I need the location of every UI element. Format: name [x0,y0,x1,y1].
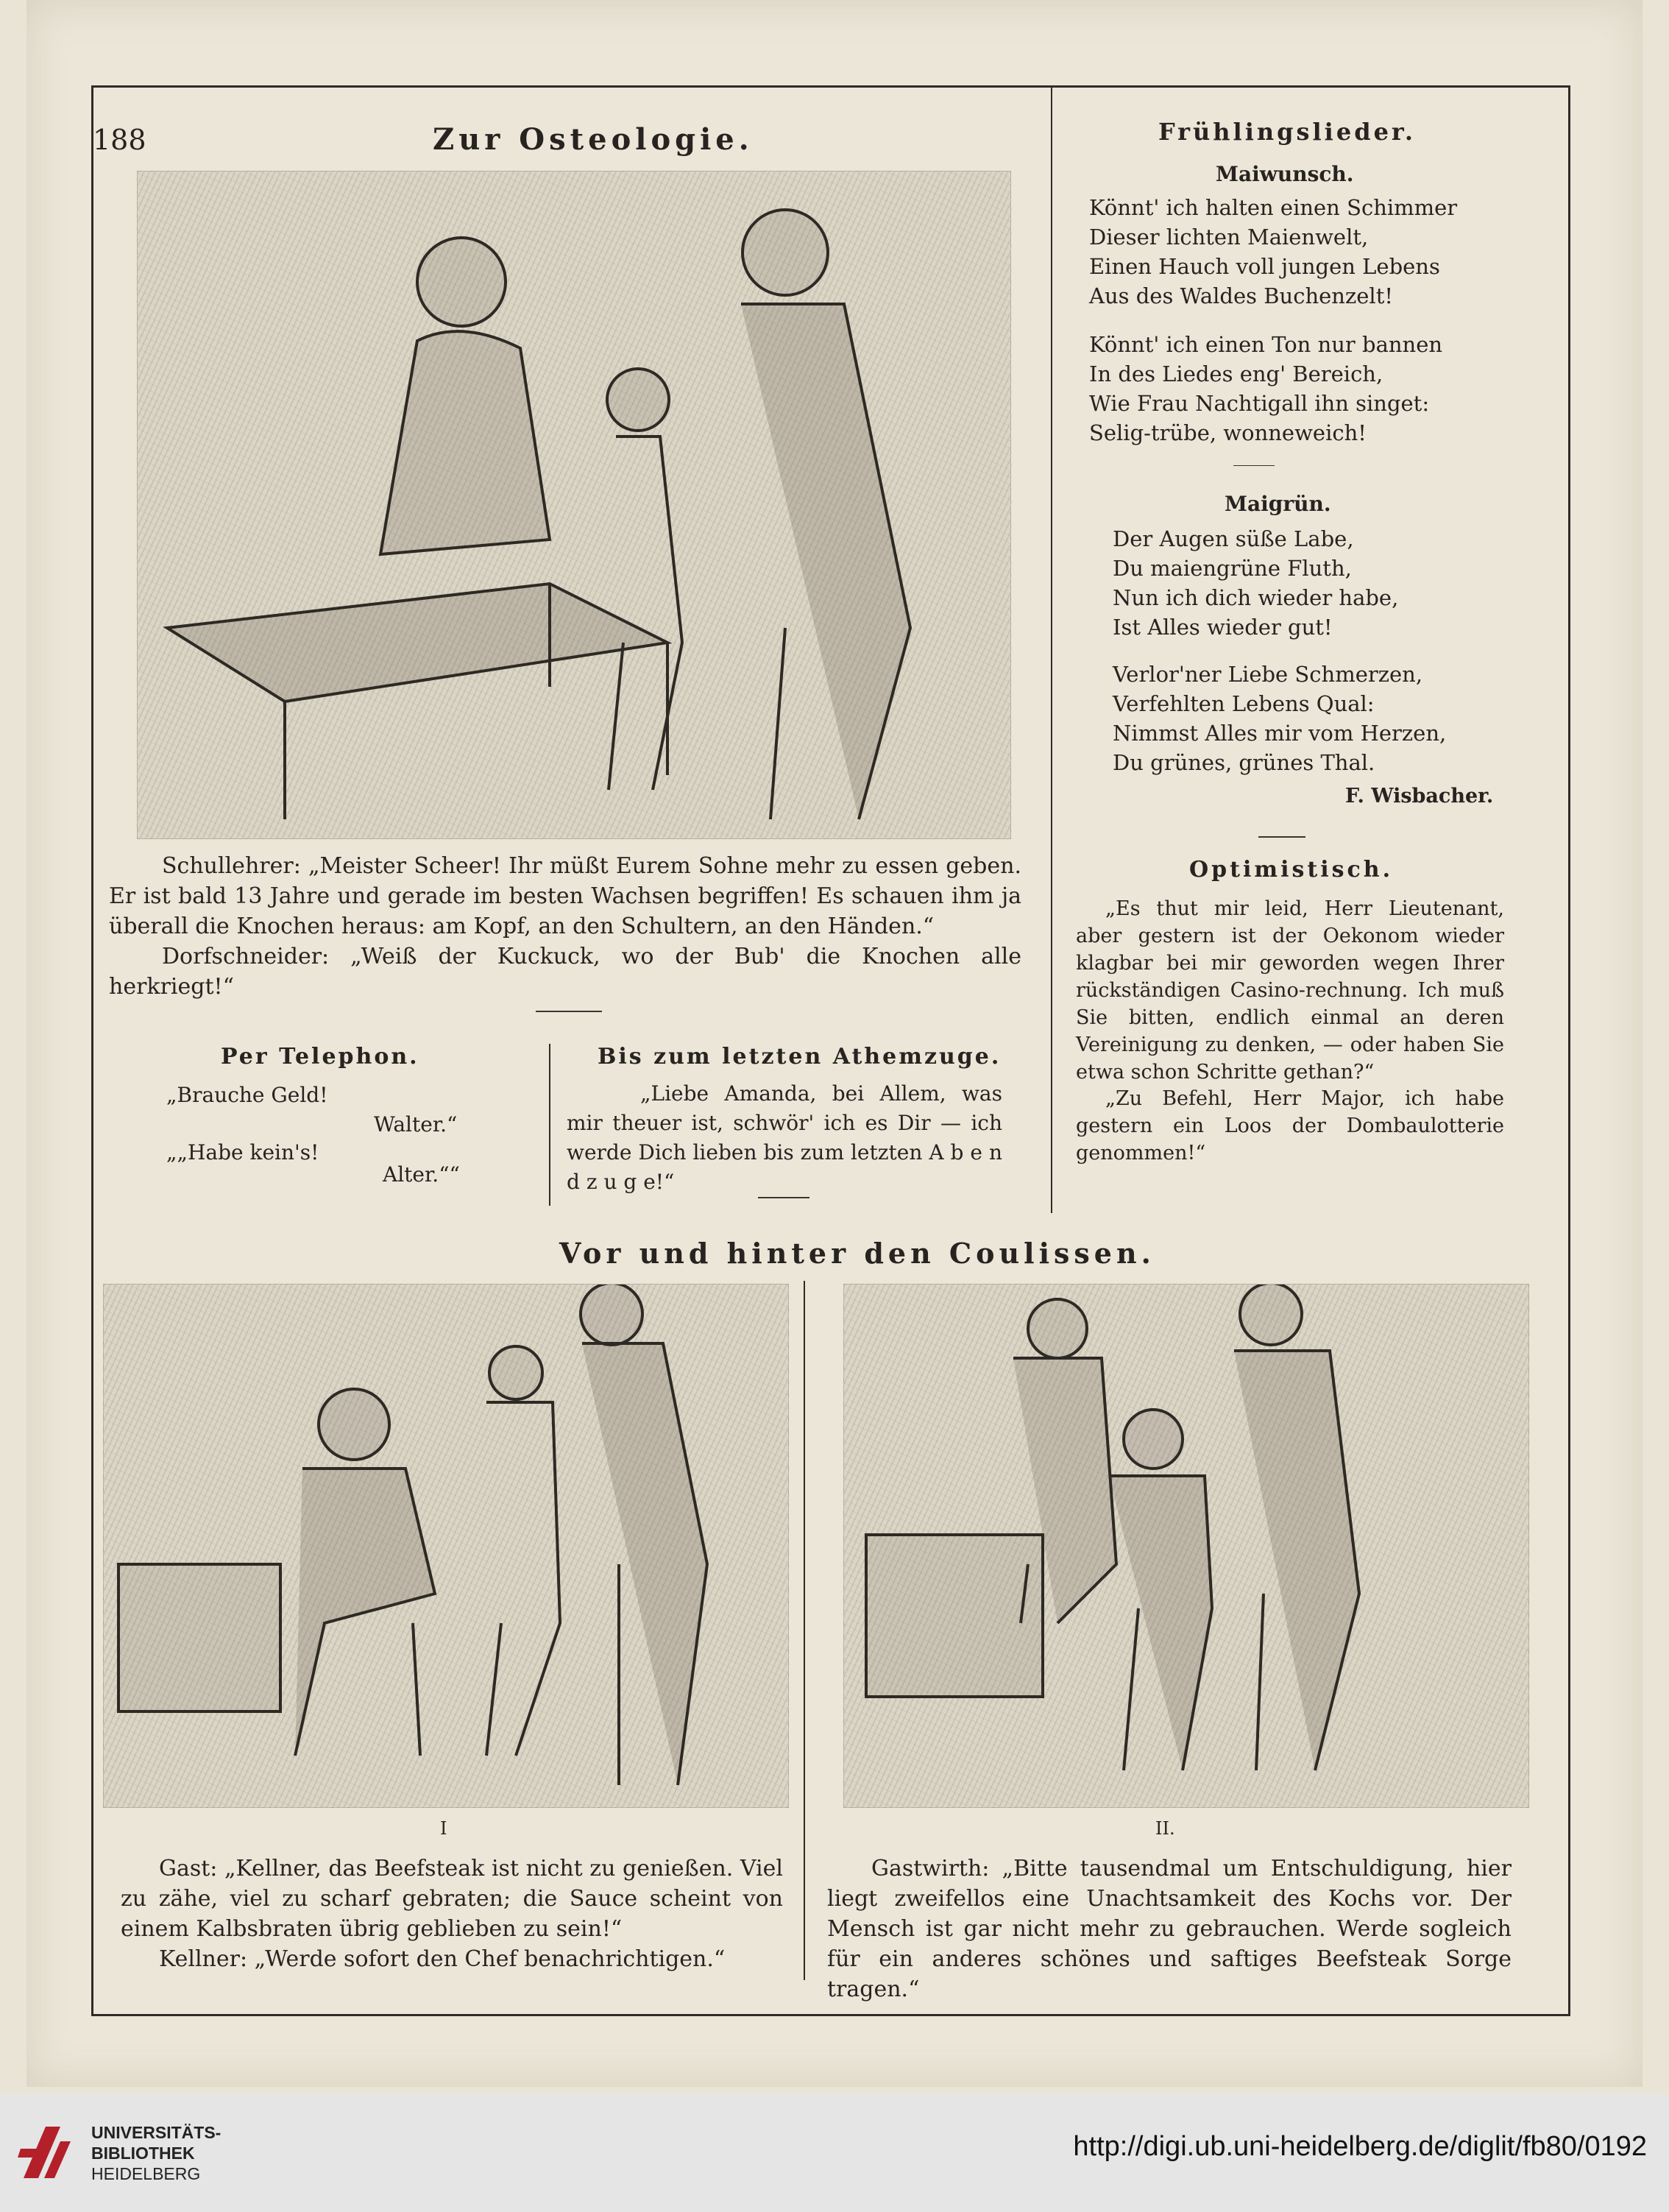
illustration-panel-2 [843,1284,1529,1808]
divider-1 [536,1011,602,1012]
column-divider-small [549,1044,550,1206]
poem-line: Nun ich dich wieder habe, [1113,585,1399,610]
illustration-osteologie [137,171,1011,839]
poem-line: Dieser lichten Maienwelt, [1089,225,1369,250]
fruehlingslieder-title: Frühlingslieder. [1158,118,1416,146]
poem-line: In des Liedes eng' Bereich, [1089,361,1383,386]
illustration-panel-1 [103,1284,789,1808]
telephon-sign-1: Walter.“ [374,1112,458,1137]
optimistisch-para-1: „Es thut mir leid, Herr Lieutenant, aber gestern ist der Oekonom wieder klagbar bei mir geworden wegen Ihrer rückständigen Casino-rechnung. Ich muß Sie bitten, endlich einmal an deren Vereinigung zu denken, — oder haben Sie etwa schon Schritte gethan?“ [1076,897,1504,1084]
telephon-line-1: „Brauche Geld! [166,1083,328,1107]
maiwunsch-poem [1089,193,1501,448]
poem-line: Du grünes, grünes Thal. [1113,750,1375,775]
telephon-title: Per Telephon. [221,1044,419,1070]
poem-line: Selig-trübe, wonneweich! [1089,420,1367,445]
illustration-sketch [844,1285,1528,1807]
poem-divider [1233,465,1275,466]
poem-line: Könnt' ich einen Ton nur bannen [1089,332,1443,357]
osteologie-caption-teacher: Schullehrer: „Meister Scheer! Ihr müßt Eurem Sohne mehr zu essen geben. Er ist bald 13 Jahre und gerade im besten Wachsen begriffen! Es schauen ihm ja überall die Knochen heraus: am Kopf, an den Schultern, an den Händen.“ [109,853,1021,939]
coulissen-title: Vor und hinter den Coulissen. [559,1237,1155,1270]
osteologie-title: Zur Osteologie. [433,122,754,157]
poem-line: Könnt' ich halten einen Schimmer [1089,195,1458,220]
divider-3 [1258,836,1305,838]
coulissen-caption-innkeeper: Gastwirth: „Bitte tausendmal um Entschuldigung, hier liegt zweifellos eine Unachtsamkeit des Kochs vor. Der Mensch ist gar nicht mehr zu gebrauchen. Werde sogleich für ein anderes schönes und saftiges Beefsteak Sorge tragen.“ [827,1856,1512,2002]
poem-line: Verlor'ner Liebe Schmerzen, [1113,662,1423,687]
illustration-sketch [104,1285,788,1807]
athemzuge-title: Bis zum letzten Athemzuge. [598,1044,1002,1070]
telephon-line-2: „„Habe kein's! [166,1140,319,1165]
library-name-line: BIBLIOTHEK [91,2144,195,2163]
footer-bar [0,2094,1669,2212]
poem-line: Der Augen süße Labe, [1113,526,1354,551]
poem-line: Einen Hauch voll jungen Lebens [1089,254,1440,279]
column-divider-right [1051,87,1052,1213]
panel-2-label: II. [1155,1818,1175,1839]
library-name-line: UNIVERSITÄTS- [91,2123,222,2142]
divider-2 [758,1197,809,1198]
coulissen-caption-waiter: Kellner: „Werde sofort den Chef benachrichtigen.“ [159,1946,726,1972]
athemzuge-text: „Liebe Amanda, bei Allem, was mir theuer ist, schwör' ich es Dir — ich werde Dich lieben bis zum letzten A b e n d z u g e!“ [567,1081,1002,1194]
coulissen-caption-guest: Gast: „Kellner, das Beefsteak ist nicht zu genießen. Viel zu zähe, viel zu scharf gebraten; die Sauce scheint von einem Kalbsbraten übrig geblieben zu sein!“ [121,1856,783,1942]
page-number: 188 [93,124,146,156]
library-name [91,2122,221,2184]
optimistisch-title: Optimistisch. [1189,857,1394,883]
poem-author: F. Wisbacher. [1345,785,1494,808]
telephon-sign-2: Alter.““ [383,1162,460,1187]
poem-line: Aus des Waldes Buchenzelt! [1089,283,1393,308]
osteologie-caption-tailor: Dorfschneider: „Weiß der Kuckuck, wo der Bub' die Knochen alle herkriegt!“ [109,944,1021,1000]
poem-line: Ist Alles wieder gut! [1113,615,1333,640]
library-name-line: HEIDELBERG [91,2164,201,2183]
poem-line: Wie Frau Nachtigall ihn singet: [1089,391,1430,416]
maigruen-poem [1113,524,1510,777]
poem-line: Verfehlten Lebens Qual: [1113,691,1375,716]
optimistisch-para-2: „Zu Befehl, Herr Major, ich habe gestern ein Loos der Dombaulotterie genommen!“ [1076,1087,1504,1165]
panel-divider [804,1281,805,1980]
library-logo-icon [16,2119,79,2183]
maigruen-title: Maigrün. [1225,492,1331,516]
source-url[interactable]: http://digi.ub.uni-heidelberg.de/diglit/fb80/0192 [1073,2131,1647,2162]
poem-line: Nimmst Alles mir vom Herzen, [1113,721,1447,746]
poem-line: Du maiengrüne Fluth, [1113,556,1352,581]
panel-1-label: I [440,1818,447,1839]
illustration-sketch [138,172,1010,838]
maiwunsch-title: Maiwunsch. [1216,162,1354,186]
